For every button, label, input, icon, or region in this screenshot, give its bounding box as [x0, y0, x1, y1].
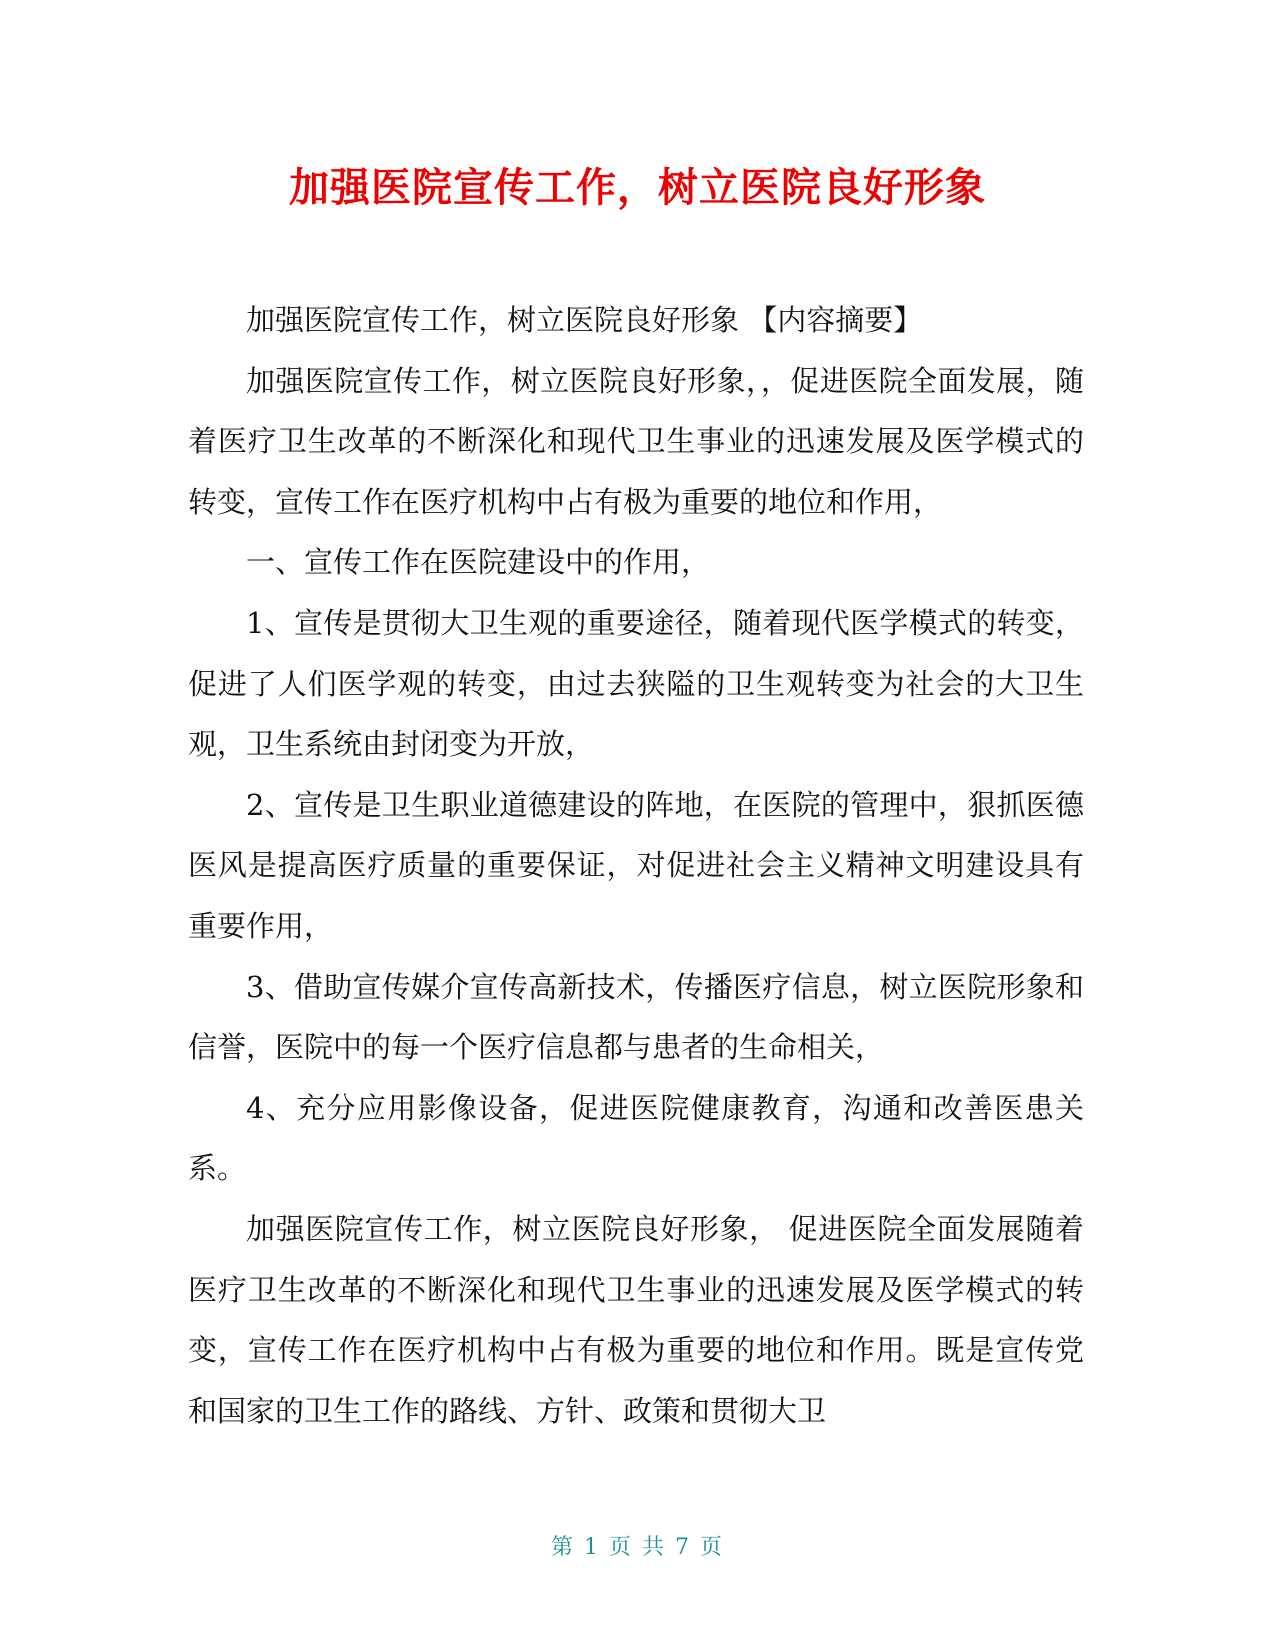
paragraph-point-1: 1、宣传是贯彻大卫生观的重要途径，随着现代医学模式的转变，促进了人们医学观的转变，由过去狭隘的卫生观转变为社会的大卫生观，卫生系统由封闭变为开放，	[188, 605, 1084, 762]
page-title: 加强医院宣传工作，树立医院良好形象	[289, 165, 986, 211]
paragraph-point-4: 4、充分应用影像设备，促进医院健康教育，沟通和改善医患关系。	[188, 1090, 1084, 1186]
paragraph-continuation: 加强医院宣传工作，树立医院良好形象， 促进医院全面发展随着医疗卫生改革的不断深化和现代卫生事业的迅速发展及医学模式的转变，宣传工作在医疗机构中占有极为重要的地位和作用。既是宣传党和国家的卫生工作的路线、方针、政策和贯彻大卫	[188, 1211, 1084, 1428]
paragraph-point-2: 2、宣传是卫生职业道德建设的阵地，在医院的管理中，狠抓医德医风是提高医疗质量的重要保证，对促进社会主义精神文明建设具有重要作用，	[188, 787, 1084, 943]
paragraph-intro: 加强医院宣传工作，树立医院良好形象，，促进医院全面发展，随着医疗卫生改革的不断深化和现代卫生事业的迅速发展及医学模式的转变，宣传工作在医疗机构中占有极为重要的地位和作用，	[188, 363, 1084, 519]
paragraph-section-heading: 一、宣传工作在医院建设中的作用，	[246, 545, 711, 580]
page-number-footer: 第 1 页 共 7 页	[551, 1535, 724, 1560]
document-body	[188, 290, 1084, 1441]
paragraph-abstract-heading: 加强医院宣传工作，树立医院良好形象 【内容摘要】	[246, 303, 923, 337]
paragraph-point-3: 3、借助宣传媒介宣传高新技术，传播医疗信息，树立医院形象和信誉，医院中的每一个医疗信息都与患者的生命相关，	[188, 969, 1084, 1065]
